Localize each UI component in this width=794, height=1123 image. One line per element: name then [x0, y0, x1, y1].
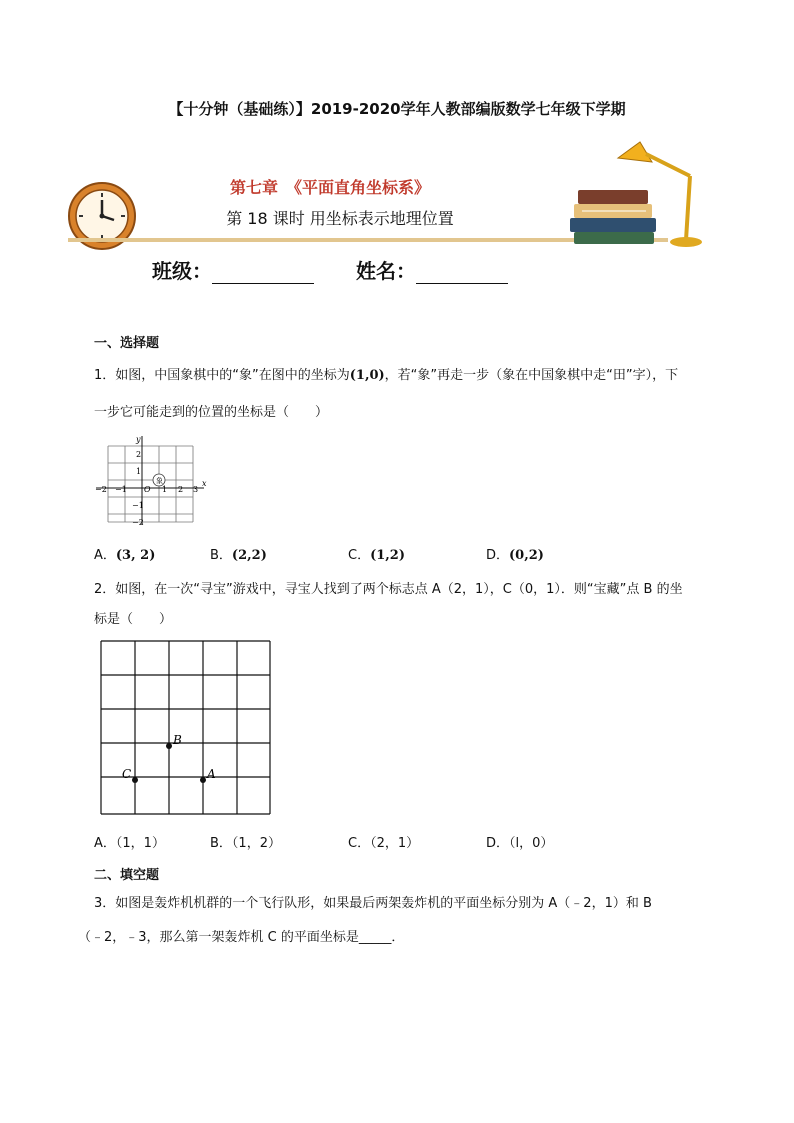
- tick-y-neg2: −2: [132, 518, 144, 527]
- question-3-line-1: 3．如图是轰炸机机群的一个飞行队形，如果最后两架轰炸机的平面坐标分别为 A（﹣2，1）和 B: [94, 896, 652, 911]
- chess-grid-figure: [92, 432, 212, 528]
- name-label: 姓名：: [356, 259, 416, 283]
- label-c: C: [122, 767, 132, 781]
- tick-y-neg1: −1: [132, 501, 144, 510]
- x-axis-label: x: [202, 479, 207, 488]
- books-lamp-icon: [560, 128, 710, 250]
- tick-y2: 2: [136, 450, 142, 459]
- q2-option-a[interactable]: A．（1，1）: [94, 836, 165, 851]
- tick-x1: 1: [162, 485, 168, 494]
- origin-label: O: [144, 485, 151, 494]
- tick-y1: 1: [136, 467, 142, 476]
- chess-piece-label: 象: [156, 477, 163, 485]
- lesson-title: 第 18 课时 用坐标表示地理位置: [226, 209, 454, 228]
- class-blank[interactable]: [212, 265, 314, 284]
- section-title: 一、选择题: [94, 336, 160, 351]
- section-title-2: 二、填空题: [94, 868, 160, 883]
- question-2-line-2: 标是（ ）: [94, 612, 173, 627]
- question-3-line-2: （﹣2，﹣3，那么第一架轰炸机 C 的平面坐标是_____．: [78, 930, 405, 945]
- name-blank[interactable]: [416, 265, 508, 284]
- point-b: [166, 743, 172, 749]
- label-a: A: [207, 767, 216, 781]
- q1-option-c[interactable]: C．(1,2): [348, 548, 405, 563]
- q2-option-d[interactable]: D．（l，0）: [486, 836, 554, 851]
- q1-option-a[interactable]: A．(3, 2): [94, 548, 156, 563]
- y-axis-label: y: [136, 435, 141, 444]
- q1-option-b[interactable]: B．(2,2): [210, 548, 267, 563]
- tick-x3: 3: [193, 485, 199, 494]
- tick-x2: 2: [178, 485, 184, 494]
- q2-option-c[interactable]: C．（2，1）: [348, 836, 420, 851]
- treasure-grid-figure: [98, 638, 274, 818]
- document-title: 【十分钟（基础练）】2019-2020学年人教部编版数学七年级下学期: [168, 100, 626, 118]
- label-b: B: [173, 733, 182, 747]
- class-label: 班级：: [152, 259, 212, 283]
- tick-x-neg2: −2: [95, 485, 107, 494]
- tick-x-neg1: −1: [115, 485, 127, 494]
- question-2-line-1: 2．如图，在一次“寻宝”游戏中，寻宝人找到了两个标志点 A（2，1），C（0，1）．则“宝藏”点 B 的坐: [94, 582, 683, 597]
- point-a: [200, 777, 206, 783]
- q2-option-b[interactable]: B．（1，2）: [210, 836, 281, 851]
- class-name-row: [152, 255, 508, 284]
- q1-option-d[interactable]: D．(0,2): [486, 548, 544, 563]
- point-c: [132, 777, 138, 783]
- question-1-line-2: 一步它可能走到的位置的坐标是（ ）: [94, 405, 329, 420]
- chapter-title: 第七章 《平面直角坐标系》: [229, 178, 430, 197]
- question-1-line-1: 1．如图，中国象棋中的“象”在图中的坐标为(1,0)，若“象”再走一步（象在中国象棋中走“田”字），下: [94, 368, 679, 383]
